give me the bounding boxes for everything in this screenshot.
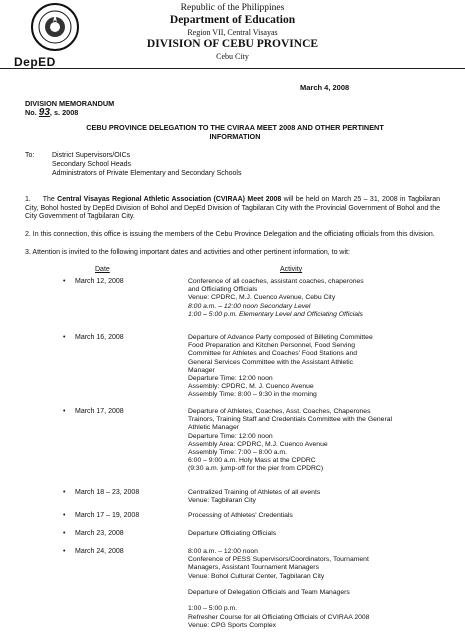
bullet-icon: •	[63, 408, 66, 415]
region-line: Region VII, Central Visayas	[187, 28, 278, 37]
p1-event-name: Central Visayas Regional Athletic Association (CVIRAA) Meet 2008	[57, 196, 282, 203]
activity-line: 8:00 a.m. – 12:00 noon Secondary Level	[188, 302, 311, 310]
activity-line: Departure Time: 12:00 noon	[188, 432, 273, 440]
p1-number: 1.	[25, 196, 31, 203]
schedule-date: March 17, 2008	[75, 408, 124, 415]
activity-line: Venue: Tagbilaran City	[188, 497, 256, 505]
p1-pre: The	[42, 196, 58, 203]
bullet-icon: •	[63, 530, 66, 537]
schedule-activity-header: Activity	[280, 266, 303, 273]
memo-no-label: No.	[25, 107, 37, 117]
memo-type: DIVISION MEMORANDUM	[25, 99, 115, 108]
activity-line: Trainors, Training Staff and Credentials Committee with the General	[188, 416, 393, 424]
activity-line: Assembly: CPDRC, M. J. Cuenco Avenue	[188, 383, 314, 391]
schedule-date: March 17 – 19, 2008	[75, 512, 140, 519]
activity-line: Processing of Athletes' Credentials	[188, 512, 293, 519]
schedule-activity	[188, 548, 433, 630]
activity-line: (9:30 a.m. jump-off for the pier from CPDRC)	[188, 465, 324, 473]
to-label: To:	[25, 152, 35, 159]
header-rule	[0, 68, 465, 69]
recipient: Administrators of Private Elementary and Secondary Schools	[52, 169, 242, 177]
activity-line: Centralized Training of Athletes of all events	[188, 489, 321, 496]
bullet-icon: •	[63, 334, 66, 341]
bullet-icon: •	[63, 278, 66, 285]
activity-line: Venue: CPDRC, M.J. Cuenco Avenue, Cebu City	[188, 294, 336, 302]
activity-line: Venue: CPG Sports Complex	[188, 621, 277, 629]
schedule-date: March 18 – 23, 2008	[75, 489, 140, 496]
bullet-icon: •	[63, 512, 66, 519]
p1-post: will be held on March 25 – 31, 2008 in Tagbilaran City, Bohol hosted by DepEd Division of Bohol and DepEd Division of Tagbilaran City with the Provincial Government of Bohol and the City Government of Tagbilaran City.	[25, 196, 440, 221]
activity-line: 1:00 – 5:00 p.m.	[188, 605, 238, 613]
activity-line: General Services Committee with the Assistant Athletic	[188, 358, 354, 366]
activity-line: and Officiating Officials	[188, 286, 258, 294]
activity-line: 6:00 – 9:00 a.m. Holy Mass at the CPDRC	[188, 457, 316, 465]
recipient: Secondary School Heads	[52, 160, 131, 168]
activity-line: Managers, Assistant Tournament Managers	[188, 564, 319, 572]
activity-line	[188, 581, 433, 589]
activity-line: Venue: Bohol Cultural Center, Tagbilaran City	[188, 572, 325, 580]
activity-line: Departure of Athletes, Coaches, Asst. Coaches, Chaperones	[188, 408, 371, 415]
activity-line: Refresher Course for all Officiating Officials of CVIRAA 2008	[188, 613, 370, 621]
schedule-date: March 16, 2008	[75, 334, 124, 341]
bullet-icon: •	[63, 489, 66, 496]
schedule-activity	[188, 408, 433, 474]
memo-number-block	[25, 100, 114, 117]
schedule-activity	[188, 278, 433, 319]
schedule-date-header: Date	[95, 266, 110, 273]
memo-title-line1: CEBU PROVINCE DELEGATION TO THE CVIRAA MEET 2008 AND OTHER PERTINENT	[86, 123, 384, 132]
activity-line: 8:00 a.m. – 12:00 noon	[188, 548, 258, 555]
schedule-activity	[188, 334, 433, 400]
activity-line: Manager	[188, 366, 215, 374]
activity-line: Conference of PESS Supervisors/Coordinators, Tournament	[188, 556, 369, 564]
activity-line	[188, 597, 433, 605]
department-line: Department of Education	[169, 14, 296, 26]
recipient: District Supervisors/OICs	[52, 152, 131, 159]
deped-logo: DepED	[14, 55, 56, 69]
republic-line: Republic of the Philippines	[180, 3, 285, 13]
activity-line: 1:00 – 5:00 p.m. Elementary Level and Officiating Officials	[188, 310, 363, 318]
memo-number	[25, 106, 114, 118]
activity-line: Assembly Time: 7:00 – 8:00 a.m.	[188, 449, 287, 457]
activity-line: Assembly Area: CPDRC, M.J. Cuenco Avenue	[188, 440, 328, 448]
activity-line: Athletic Manager	[188, 424, 240, 432]
memo-title	[40, 123, 430, 141]
activity-line: Departure Time: 12:00 noon	[188, 375, 273, 383]
schedule-activity	[188, 530, 433, 538]
memo-title-line2: INFORMATION	[209, 132, 261, 141]
division-line: DIVISION OF CEBU PROVINCE	[146, 38, 319, 50]
activity-line: Conference of all coaches, assistant coaches, chaperones	[188, 278, 364, 285]
activity-line: Departure of Advance Party composed of Billeting Committee	[188, 334, 373, 341]
schedule-date: March 24, 2008	[75, 548, 124, 555]
recipients-block	[25, 152, 241, 178]
activity-line: Departure Officiating Officials	[188, 530, 277, 537]
schedule-date: March 23, 2008	[75, 530, 124, 537]
schedule-activity	[188, 512, 433, 520]
paragraph-3: 3. Attention is invited to the following important dates and activities and other pertinent information, to wit:	[25, 249, 350, 256]
memo-no-value: 93	[38, 106, 50, 118]
bullet-icon: •	[63, 548, 66, 555]
activity-line: Departure of Delegation Officials and Team Managers	[188, 589, 350, 597]
activity-line: Committee for Athletes and Coaches' Food Stations and	[188, 350, 358, 358]
activity-line: Food Preparation and Kitchen Personnel, Food Serving	[188, 342, 356, 350]
activity-line: Assembly Time: 8:00 – 9:30 in the morning	[188, 391, 317, 399]
city-line: Cebu City	[216, 52, 249, 61]
schedule-date: March 12, 2008	[75, 278, 124, 285]
memo-date: March 4, 2008	[300, 83, 350, 92]
paragraph-2: 2. In this connection, this office is issuing the members of the Cebu Province Delegation and the officiating officials from this division.	[25, 231, 435, 238]
schedule-activity	[188, 489, 433, 505]
memo-series: , s. 2008	[49, 107, 79, 117]
paragraph-1	[25, 196, 440, 222]
